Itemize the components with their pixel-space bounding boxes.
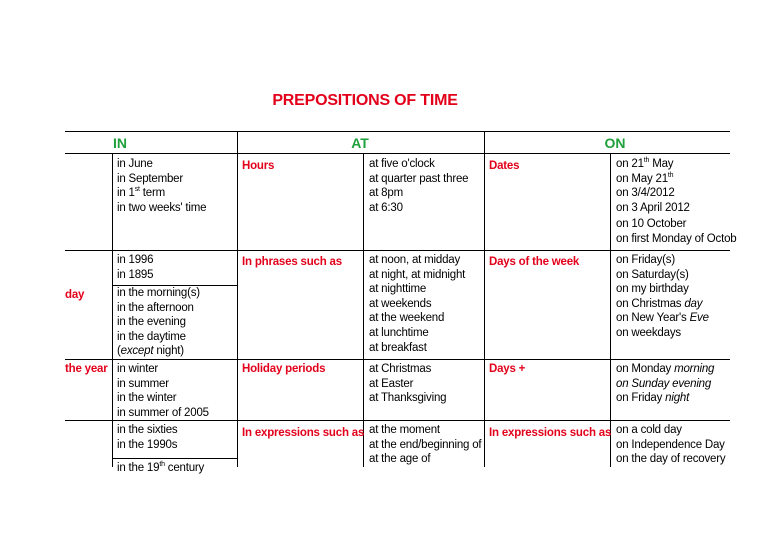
list-item: in the daytime xyxy=(117,330,186,343)
list-item: on 10 October xyxy=(616,218,687,231)
list-item: on 3 April 2012 xyxy=(616,201,690,214)
list-item: in two weeks' time xyxy=(117,201,207,214)
list-item: at night, at midnight xyxy=(369,268,466,281)
list-item: at breakfast xyxy=(369,341,427,354)
header-in: IN xyxy=(113,135,127,151)
list-item: in the evening xyxy=(117,316,186,329)
in-inner-divider xyxy=(112,153,113,467)
list-item: on a cold day xyxy=(616,424,682,436)
list-item: on Friday night xyxy=(616,392,690,405)
on-row4-label: In expressions such as xyxy=(489,427,612,439)
table-top-border xyxy=(65,131,730,132)
list-item: in winter xyxy=(117,363,159,375)
list-item: at lunchtime xyxy=(369,326,429,339)
header-divider xyxy=(65,153,730,154)
list-item: in the winter xyxy=(117,392,177,405)
list-item: on Saturday(s) xyxy=(616,268,689,281)
list-item: on Friday(s) xyxy=(616,254,675,266)
list-item: on New Year's Eve xyxy=(616,312,709,325)
list-item: in summer xyxy=(117,377,169,390)
in-row4a-items xyxy=(117,423,177,452)
on-row2-items xyxy=(616,253,709,341)
list-item: on 3/4/2012 xyxy=(616,187,675,200)
on-row3-label: Days + xyxy=(489,363,526,375)
list-item: on my birthday xyxy=(616,283,689,296)
row-divider-2 xyxy=(65,359,730,360)
list-item: in the morning(s) xyxy=(117,287,200,299)
col-divider-in-at xyxy=(237,131,238,467)
list-item: at 6:30 xyxy=(369,201,403,214)
at-row1-items xyxy=(369,157,468,215)
list-item: in September xyxy=(117,172,183,185)
at-row4-items xyxy=(369,423,481,467)
list-item: at weekends xyxy=(369,297,432,310)
list-item: at 8pm xyxy=(369,187,403,200)
list-item: in the 19th century xyxy=(117,461,205,474)
in-row1-items xyxy=(117,157,206,215)
list-item: in summer of 2005 xyxy=(117,406,209,419)
in-row2a-items xyxy=(117,253,153,282)
list-item: on May 21th xyxy=(616,171,674,185)
list-item: on Christmas day xyxy=(616,297,703,310)
document-sheet xyxy=(65,82,737,474)
list-item: at the weekend xyxy=(369,312,445,325)
at-row2-items xyxy=(369,253,465,355)
at-row2-label: In phrases such as xyxy=(242,256,342,268)
list-item: in 1996 xyxy=(117,254,154,266)
list-item: at the age of xyxy=(369,453,431,466)
on-row2-label: Days of the week xyxy=(489,256,580,268)
list-item: at quarter past three xyxy=(369,172,469,185)
list-item: at the end/beginning of xyxy=(369,438,482,451)
list-item: at Christmas xyxy=(369,363,432,375)
list-item: at nighttime xyxy=(369,283,427,296)
on-inner-divider xyxy=(610,153,611,467)
on-row4-items xyxy=(616,423,725,467)
prepositions-table xyxy=(65,131,737,474)
at-inner-divider xyxy=(363,153,364,467)
list-item: in the afternoon xyxy=(117,301,194,314)
at-row4-label: In expressions such as xyxy=(242,427,365,439)
list-item: in June xyxy=(117,158,153,170)
col-divider-at-on xyxy=(484,131,485,467)
list-item: in 1895 xyxy=(117,268,154,281)
on-row3-items xyxy=(616,362,714,406)
list-item: in the 1990s xyxy=(117,438,178,451)
in-row3-items xyxy=(117,362,209,420)
list-item: on 21th May xyxy=(616,157,674,170)
list-item: in 1st term xyxy=(117,186,165,200)
list-item: at the moment xyxy=(369,424,440,436)
in-row2b-items xyxy=(117,286,200,359)
list-item: on Sunday evening xyxy=(616,377,712,390)
in-subrow-divider-2 xyxy=(112,458,237,459)
header-at: AT xyxy=(351,135,369,151)
list-item: in the sixties xyxy=(117,424,178,436)
list-item: (except night) xyxy=(117,345,184,358)
list-item: on Independence Day xyxy=(616,438,725,451)
list-item: at five o'clock xyxy=(369,158,435,170)
page-title: PREPOSITIONS OF TIME xyxy=(272,92,458,109)
list-item: on weekdays xyxy=(616,326,681,339)
list-item: on Monday morning xyxy=(616,363,715,375)
header-on: ON xyxy=(604,135,626,151)
list-item: at Easter xyxy=(369,377,414,390)
on-row1-label: Dates xyxy=(489,160,520,172)
on-row1-items xyxy=(616,157,736,247)
list-item: on first Monday of Octob xyxy=(616,232,737,245)
in-row3-label: the year xyxy=(65,363,108,375)
at-row3-label: Holiday periods xyxy=(242,363,326,375)
in-row4b-items xyxy=(117,461,205,474)
at-row1-label: Hours xyxy=(242,160,275,172)
at-row3-items xyxy=(369,362,446,406)
list-item: on the day of recovery xyxy=(616,453,726,466)
list-item: at noon, at midday xyxy=(369,254,461,266)
in-row2b-label: day xyxy=(65,289,85,301)
list-item: at Thanksgiving xyxy=(369,392,447,405)
row-divider-1 xyxy=(65,250,730,251)
